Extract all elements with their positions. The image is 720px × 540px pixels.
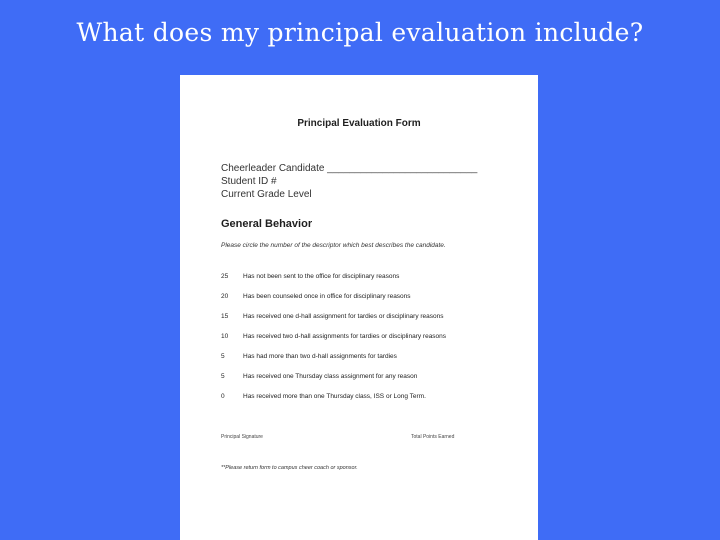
descriptor-row bbox=[221, 333, 521, 343]
candidate-field: Cheerleader Candidate ___________________________ bbox=[221, 163, 478, 174]
descriptor-row bbox=[221, 353, 521, 363]
descriptor-row bbox=[221, 393, 521, 403]
principal-signature-label: Principal Signature bbox=[221, 434, 263, 440]
descriptor-score: 25 bbox=[221, 273, 229, 280]
descriptor-text: Has received one Thursday class assignment for any reason bbox=[243, 373, 418, 380]
descriptor-score: 15 bbox=[221, 313, 229, 320]
descriptor-row bbox=[221, 273, 521, 283]
descriptor-text: Has been counseled once in office for disciplinary reasons bbox=[243, 293, 411, 300]
form-title: Principal Evaluation Form bbox=[297, 118, 421, 129]
descriptor-score: 5 bbox=[221, 353, 225, 360]
descriptor-row bbox=[221, 373, 521, 383]
descriptor-text: Has received one d-hall assignment for tardies or disciplinary reasons bbox=[243, 313, 444, 320]
descriptor-score: 0 bbox=[221, 393, 225, 400]
instructions: Please circle the number of the descriptor which best describes the candidate. bbox=[221, 242, 446, 249]
section-heading: General Behavior bbox=[221, 218, 313, 230]
slide-title: What does my principal evaluation include? bbox=[76, 18, 644, 47]
descriptor-score: 20 bbox=[221, 293, 229, 300]
descriptor-row bbox=[221, 313, 521, 323]
descriptor-score: 10 bbox=[221, 333, 229, 340]
descriptor-score: 5 bbox=[221, 373, 225, 380]
descriptor-text: Has received two d-hall assignments for tardies or disciplinary reasons bbox=[243, 333, 447, 340]
total-points-label: Total Points Earned bbox=[411, 434, 455, 440]
descriptor-text: Has had more than two d-hall assignments for tardies bbox=[243, 353, 397, 360]
descriptor-text: Has received more than one Thursday class, ISS or Long Term. bbox=[243, 393, 426, 400]
descriptor-row bbox=[221, 293, 521, 303]
grade-level-field: Current Grade Level bbox=[221, 189, 312, 200]
student-id-field: Student ID # bbox=[221, 176, 277, 187]
descriptor-text: Has not been sent to the office for disciplinary reasons bbox=[243, 273, 400, 280]
evaluation-form-page bbox=[180, 75, 538, 540]
return-footnote: **Please return form to campus cheer coach or sponsor. bbox=[221, 465, 358, 471]
